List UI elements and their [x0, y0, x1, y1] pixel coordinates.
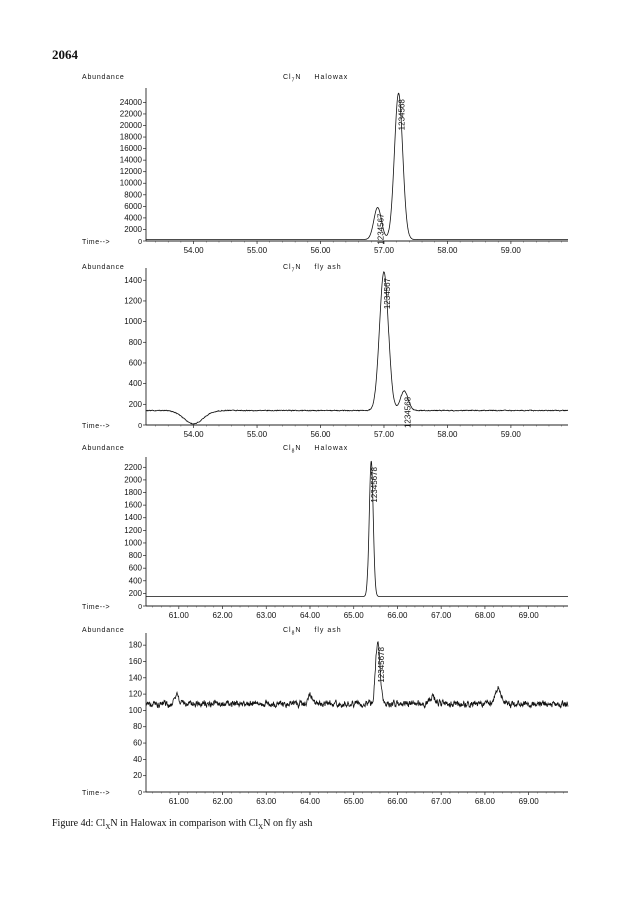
y-tick-label-zero: 0 [138, 604, 142, 611]
peak-label: 1234568 [397, 99, 407, 131]
panel-title [283, 627, 352, 636]
x-tick-label: 59.00 [500, 246, 521, 255]
title-sample: fly ash [314, 627, 342, 634]
peak-label: 12345678 [370, 467, 380, 503]
y-tick-label: 1000 [124, 538, 142, 548]
y-tick-label: 8000 [124, 190, 142, 200]
y-tick-label: 400 [128, 379, 142, 389]
y-tick-label: 24000 [119, 97, 142, 107]
x-tick-label: 58.00 [437, 430, 458, 439]
x-tick-label: 55.00 [247, 430, 268, 439]
y-tick-label: 14000 [119, 155, 142, 165]
x-axis-label: Time--> [82, 423, 111, 430]
chromatogram-cl7n-halowax [0, 72, 624, 262]
x-tick-label: 69.00 [518, 611, 539, 620]
y-tick-label: 180 [128, 640, 142, 650]
x-tick-label: 66.00 [387, 611, 408, 620]
y-tick-label: 1400 [124, 275, 142, 285]
x-tick-label: 61.00 [168, 797, 189, 806]
chart-svg [0, 72, 624, 262]
y-tick-label: 1800 [124, 488, 142, 498]
x-tick-label: 67.00 [431, 611, 452, 620]
y-tick-label: 12000 [119, 167, 142, 177]
x-tick-label: 65.00 [343, 611, 364, 620]
page-number: 2064 [52, 47, 78, 62]
peak-label: 12345678 [376, 647, 386, 683]
y-tick-label: 1600 [124, 500, 142, 510]
x-tick-label: 63.00 [256, 797, 277, 806]
y-axis-label: Abundance [82, 264, 125, 271]
signal-trace [146, 642, 568, 708]
y-tick-label: 6000 [124, 201, 142, 211]
title-formula: $Cl_7N$ [283, 74, 302, 84]
y-tick-label: 800 [128, 551, 142, 561]
y-tick-label: 160 [128, 656, 142, 666]
y-tick-label: 120 [128, 689, 142, 699]
peak-label: 1234568 [403, 396, 413, 429]
y-tick-label: 100 [128, 705, 142, 715]
signal-trace [146, 272, 568, 424]
title-formula: $Cl_8N$ [283, 445, 302, 455]
signal-trace [146, 93, 568, 239]
figure-caption: Figure 4d: $Cl_XN$ in Halowax in comparison with $Cl_XN$ on fly ash [52, 818, 313, 831]
y-tick-label: 2000 [124, 224, 142, 234]
x-tick-label: 62.00 [212, 611, 233, 620]
y-tick-label: 1200 [124, 525, 142, 535]
y-tick-label: 60 [133, 738, 142, 748]
x-tick-label: 65.00 [343, 797, 364, 806]
y-tick-label: 16000 [119, 144, 142, 154]
y-tick-label: 40 [133, 754, 142, 764]
y-tick-label: 80 [133, 722, 142, 732]
chromatogram-cl8n-fly-ash [0, 625, 624, 810]
x-tick-label: 64.00 [299, 797, 321, 806]
panel-title [283, 264, 352, 273]
x-tick-label: 67.00 [431, 797, 452, 806]
x-tick-label: 56.00 [310, 246, 331, 255]
chart-svg [0, 625, 624, 810]
y-tick-label: 400 [128, 576, 142, 586]
title-formula: $Cl_7N$ [283, 264, 302, 274]
x-axis-label: Time--> [82, 604, 111, 611]
x-axis-label: Time--> [82, 790, 111, 797]
x-tick-label: 57.00 [373, 430, 394, 439]
y-axis-label: Abundance [82, 445, 125, 452]
signal-trace [146, 461, 568, 597]
x-tick-label: 56.00 [310, 430, 331, 439]
title-sample: Halowax [314, 445, 349, 452]
x-tick-label: 63.00 [256, 611, 277, 620]
peak-label: 1234567 [382, 278, 392, 310]
y-tick-label: 600 [128, 563, 142, 573]
y-tick-label: 1000 [124, 317, 142, 327]
y-tick-label: 800 [128, 337, 142, 347]
x-tick-label: 58.00 [437, 246, 458, 255]
x-tick-label: 55.00 [247, 246, 268, 255]
y-tick-label: 2000 [124, 475, 142, 485]
y-tick-label: 200 [128, 399, 142, 409]
y-tick-label: 22000 [119, 109, 142, 119]
y-tick-label: 140 [128, 673, 142, 683]
chart-svg [0, 262, 624, 442]
x-tick-label: 64.00 [299, 611, 321, 620]
panel-title [283, 74, 358, 83]
y-axis-label: Abundance [82, 627, 125, 634]
x-tick-label: 61.00 [168, 611, 189, 620]
y-tick-label-zero: 0 [138, 423, 142, 430]
x-tick-label: 69.00 [518, 797, 539, 806]
x-axis-label: Time--> [82, 239, 111, 246]
peak-label: 1234567 [376, 213, 386, 245]
y-tick-label-zero: 0 [138, 790, 142, 797]
x-tick-label: 57.00 [373, 246, 394, 255]
chromatogram-cl8n-halowax [0, 443, 624, 625]
y-tick-label: 18000 [119, 132, 142, 142]
y-tick-label: 10000 [119, 178, 142, 188]
y-tick-label: 600 [128, 358, 142, 368]
chart-svg [0, 443, 624, 625]
x-tick-label: 62.00 [212, 797, 233, 806]
x-tick-label: 54.00 [183, 430, 204, 439]
y-tick-label: 1400 [124, 513, 142, 523]
y-tick-label: 4000 [124, 213, 142, 223]
y-tick-label: 200 [128, 588, 142, 598]
x-tick-label: 68.00 [474, 611, 495, 620]
chromatogram-cl7n-fly-ash [0, 262, 624, 442]
title-sample: Halowax [314, 74, 349, 81]
y-tick-label: 20000 [119, 120, 142, 130]
y-tick-label: 1200 [124, 296, 142, 306]
y-axis-label: Abundance [82, 74, 125, 81]
x-tick-label: 54.00 [183, 246, 204, 255]
x-tick-label: 59.00 [500, 430, 521, 439]
title-sample: fly ash [314, 264, 342, 271]
y-tick-label: 20 [133, 771, 142, 781]
y-tick-label-zero: 0 [138, 239, 142, 246]
x-tick-label: 68.00 [474, 797, 495, 806]
title-formula: $Cl_8N$ [283, 627, 302, 637]
x-tick-label: 66.00 [387, 797, 408, 806]
panel-title [283, 445, 358, 454]
y-tick-label: 2200 [124, 462, 142, 472]
